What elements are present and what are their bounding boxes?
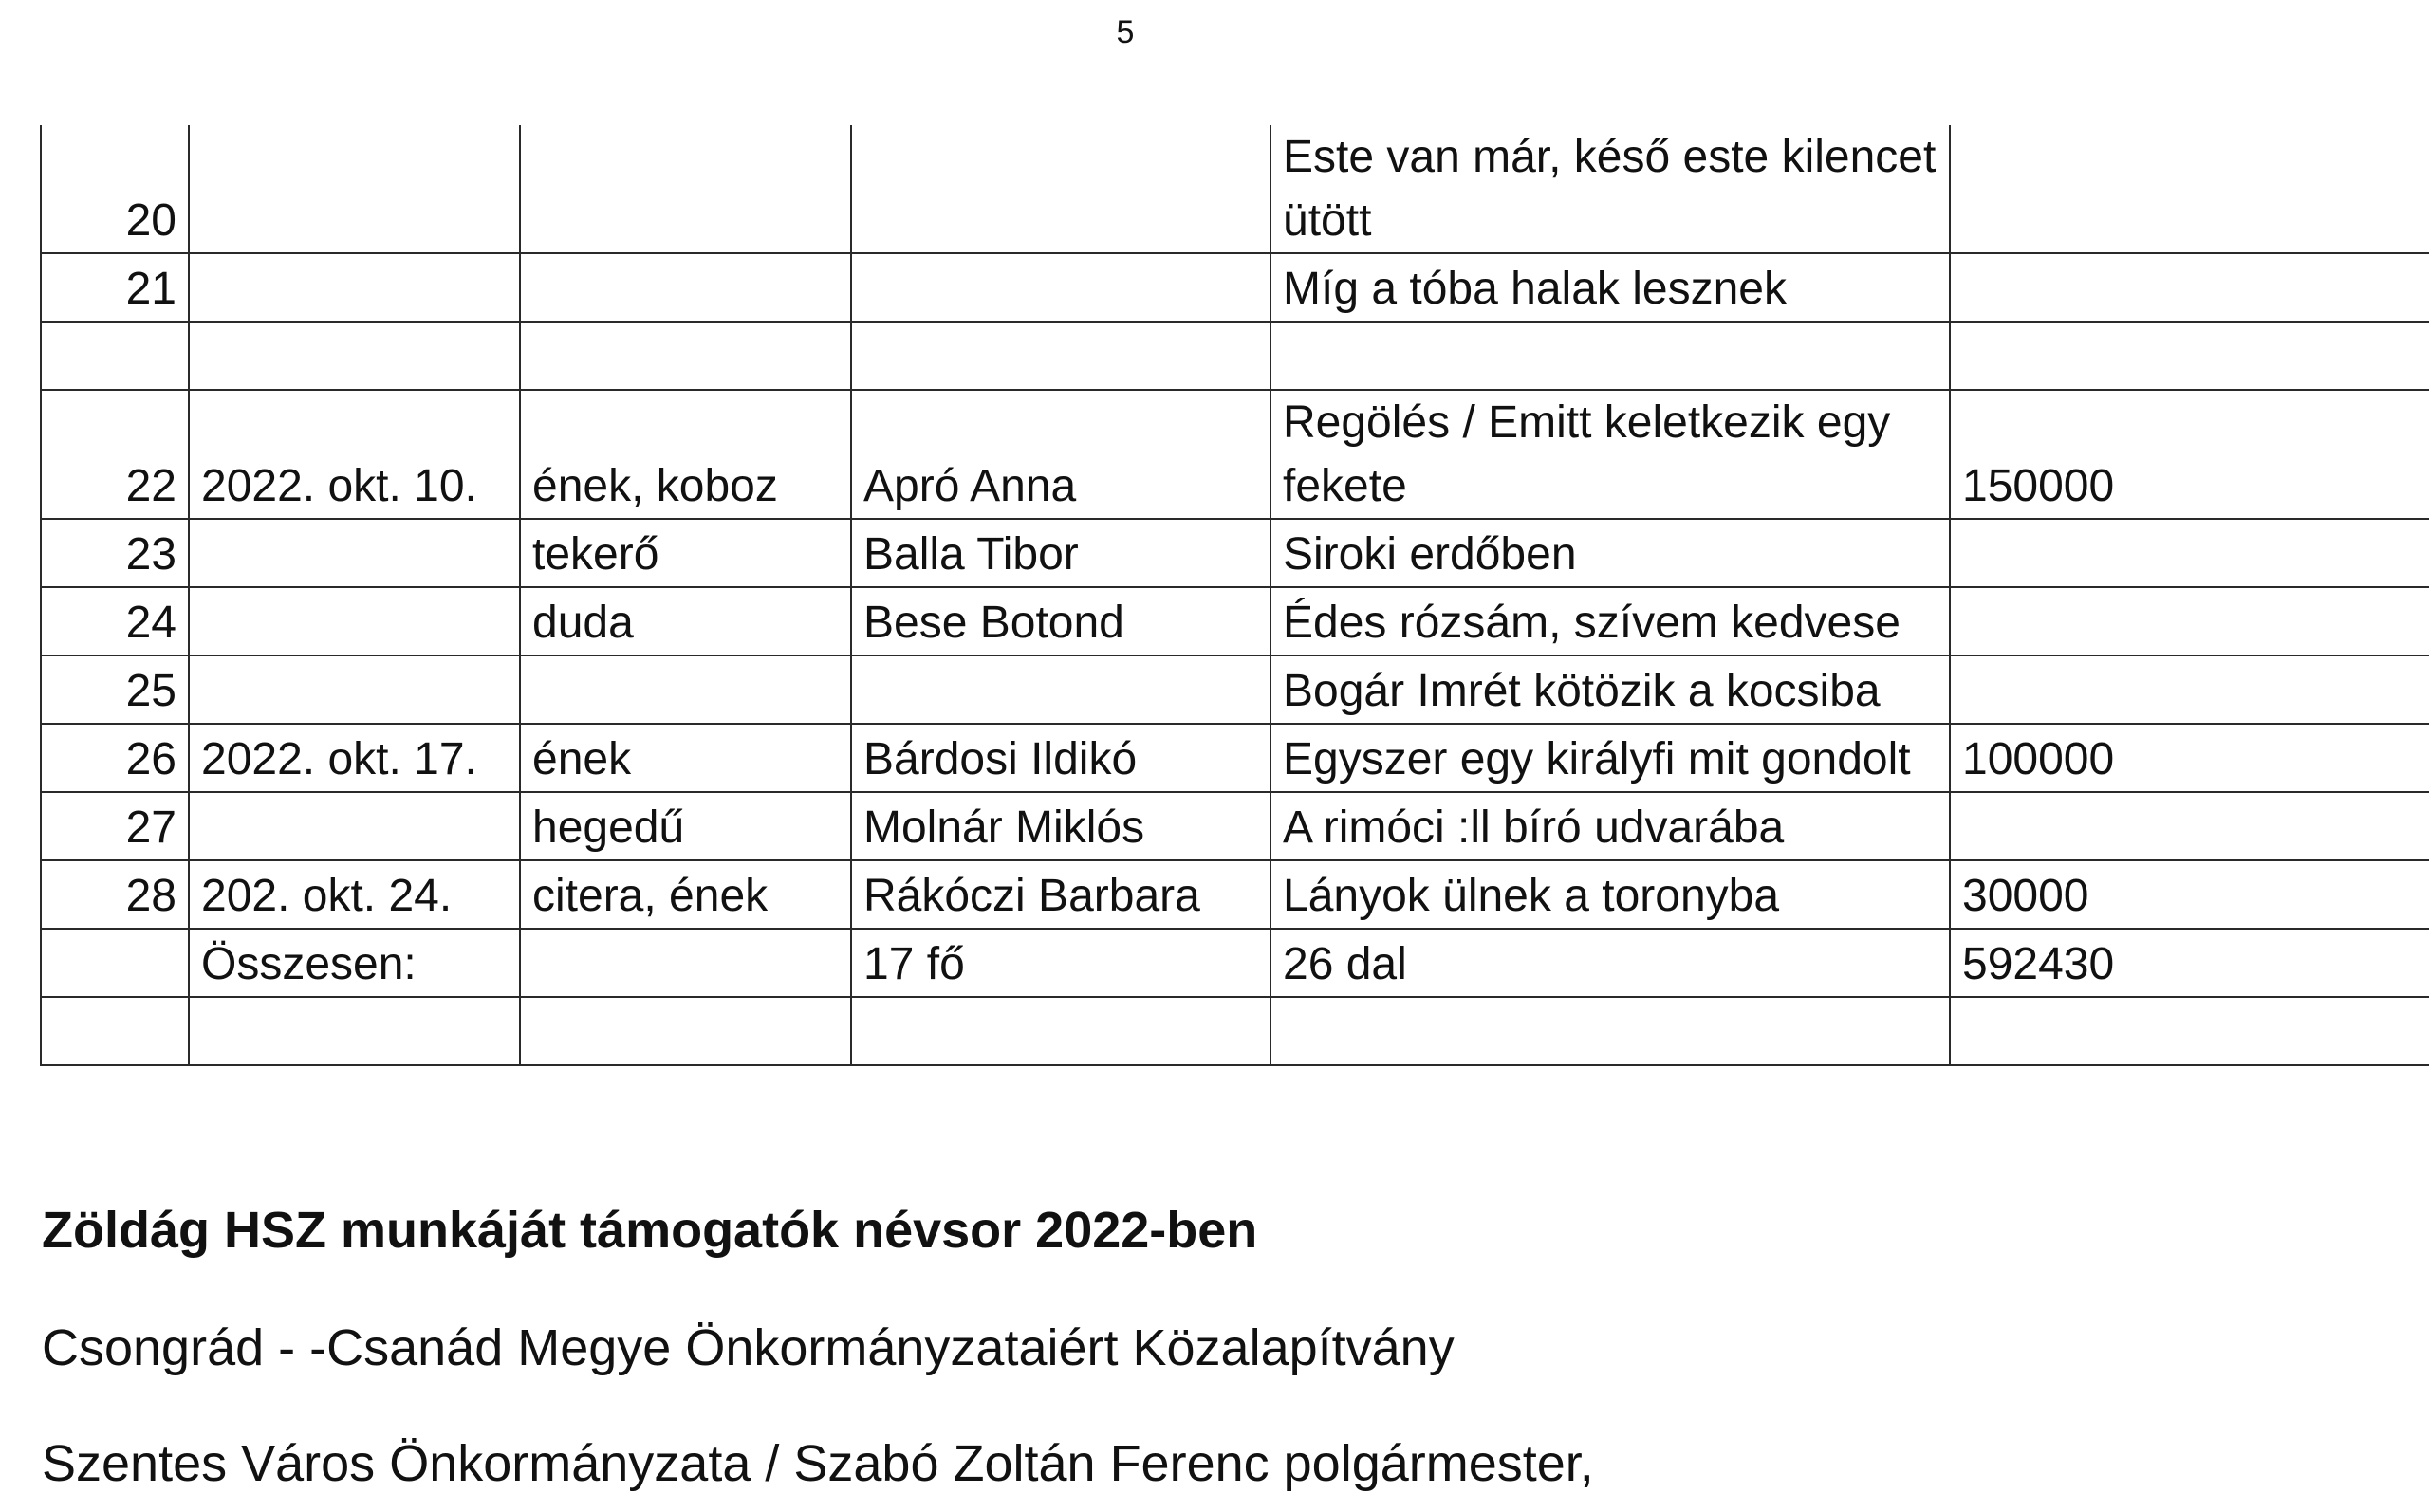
amount-cell: 150000: [1950, 390, 2429, 519]
date-cell: [189, 587, 520, 655]
performer-cell: Bárdosi Ildikó: [851, 724, 1270, 792]
amount-cell: [1950, 253, 2429, 322]
instrument-cell: [520, 929, 851, 997]
performer-cell: [851, 322, 1270, 390]
performer-cell: Balla Tibor: [851, 519, 1270, 587]
row-number-cell: [41, 322, 189, 390]
date-cell: [189, 125, 520, 253]
amount-cell: 30000: [1950, 860, 2429, 929]
performer-cell: [851, 655, 1270, 724]
table-row: [41, 997, 2429, 1065]
amount-cell: [1950, 125, 2429, 253]
row-number-cell: 27: [41, 792, 189, 860]
table-row: [41, 125, 2429, 253]
amount-cell: [1950, 519, 2429, 587]
supporters-title: Zöldág HSZ munkáját támogatók névsor 2022-ben: [42, 1202, 1258, 1259]
page-number: 5: [1116, 14, 1135, 50]
amount-cell: [1950, 655, 2429, 724]
table-row: [41, 587, 2429, 655]
instrument-cell: duda: [520, 587, 851, 655]
instrument-cell: ének, koboz: [520, 390, 851, 519]
row-number-cell: 22: [41, 390, 189, 519]
table-row: [41, 860, 2429, 929]
row-number-cell: 28: [41, 860, 189, 929]
date-cell: [189, 253, 520, 322]
date-cell: 2022. okt. 10.: [189, 390, 520, 519]
performer-cell: Bese Botond: [851, 587, 1270, 655]
amount-cell: [1950, 997, 2429, 1065]
date-cell: [189, 792, 520, 860]
table-row: [41, 519, 2429, 587]
row-number-cell: [41, 997, 189, 1065]
performer-cell: 17 fő: [851, 929, 1270, 997]
song-cell: [1270, 997, 1950, 1065]
date-cell: 2022. okt. 17.: [189, 724, 520, 792]
instrument-cell: [520, 322, 851, 390]
date-cell: [189, 997, 520, 1065]
table-row: [41, 724, 2429, 792]
table-row: [41, 390, 2429, 519]
date-cell: 202. okt. 24.: [189, 860, 520, 929]
instrument-cell: ének: [520, 724, 851, 792]
date-cell: [189, 322, 520, 390]
song-cell: 26 dal: [1270, 929, 1950, 997]
song-cell: Regölés / Emitt keletkezik egy fekete: [1270, 390, 1950, 519]
supporter-line: Szentes Város Önkormányzata / Szabó Zoltán Ferenc polgármester,: [42, 1435, 1594, 1492]
amount-cell: 592430: [1950, 929, 2429, 997]
song-cell: A rimóci :ll bíró udvarába: [1270, 792, 1950, 860]
row-number-cell: 24: [41, 587, 189, 655]
song-cell: Míg a tóba halak lesznek: [1270, 253, 1950, 322]
performance-table: [40, 125, 2429, 1066]
date-cell: [189, 519, 520, 587]
table-row: [41, 792, 2429, 860]
date-cell: Összesen:: [189, 929, 520, 997]
instrument-cell: [520, 655, 851, 724]
amount-cell: 100000: [1950, 724, 2429, 792]
instrument-cell: citera, ének: [520, 860, 851, 929]
performer-cell: [851, 997, 1270, 1065]
row-number-cell: 25: [41, 655, 189, 724]
instrument-cell: [520, 253, 851, 322]
table-row: [41, 253, 2429, 322]
performer-cell: [851, 125, 1270, 253]
amount-cell: [1950, 792, 2429, 860]
row-number-cell: [41, 929, 189, 997]
song-cell: Édes rózsám, szívem kedvese: [1270, 587, 1950, 655]
supporter-line: Csongrád - -Csanád Megye Önkormányzataiért Közalapítvány: [42, 1319, 1455, 1376]
table-body: [41, 125, 2429, 1065]
performer-cell: Molnár Miklós: [851, 792, 1270, 860]
song-cell: Bogár Imrét kötözik a kocsiba: [1270, 655, 1950, 724]
instrument-cell: [520, 125, 851, 253]
instrument-cell: tekerő: [520, 519, 851, 587]
performer-cell: Apró Anna: [851, 390, 1270, 519]
row-number-cell: 23: [41, 519, 189, 587]
instrument-cell: [520, 997, 851, 1065]
row-number-cell: 20: [41, 125, 189, 253]
performer-cell: Rákóczi Barbara: [851, 860, 1270, 929]
table-row: [41, 929, 2429, 997]
song-cell: Este van már, késő este kilencet ütött: [1270, 125, 1950, 253]
song-cell: Lányok ülnek a toronyba: [1270, 860, 1950, 929]
amount-cell: [1950, 322, 2429, 390]
song-cell: Egyszer egy királyfi mit gondolt: [1270, 724, 1950, 792]
date-cell: [189, 655, 520, 724]
table-row: [41, 322, 2429, 390]
row-number-cell: 26: [41, 724, 189, 792]
table-row: [41, 655, 2429, 724]
instrument-cell: hegedű: [520, 792, 851, 860]
performer-cell: [851, 253, 1270, 322]
amount-cell: [1950, 587, 2429, 655]
song-cell: Siroki erdőben: [1270, 519, 1950, 587]
row-number-cell: 21: [41, 253, 189, 322]
song-cell: [1270, 322, 1950, 390]
